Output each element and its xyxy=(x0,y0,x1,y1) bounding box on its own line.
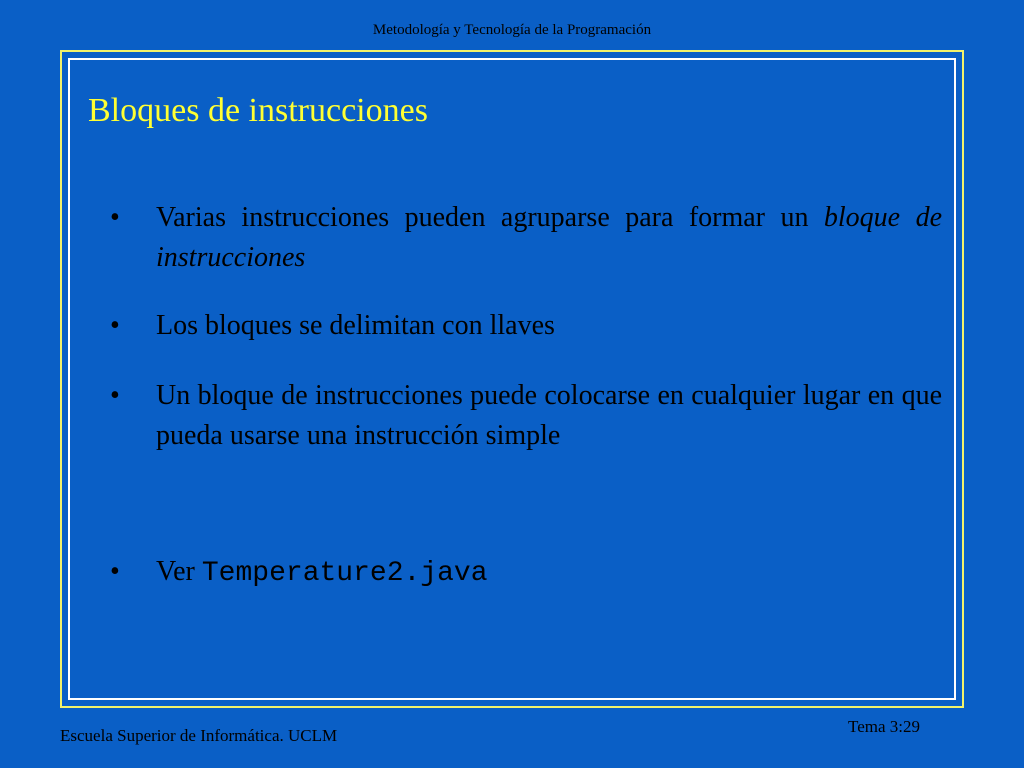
bullet-plain-text: Varias instrucciones pueden agruparse para formar un xyxy=(156,202,824,233)
course-title: Metodología y Tecnología de la Programación xyxy=(372,22,652,38)
footer-institution: Escuela Superior de Informática. UCLM xyxy=(60,726,338,745)
code-filename: Temperature2.java xyxy=(201,558,488,589)
bullet-text xyxy=(156,552,942,594)
slide-title: Bloques de instrucciones xyxy=(88,92,428,129)
bullet-text xyxy=(156,198,942,278)
bullet-text: Un bloque de instrucciones puede colocarse en cualquier lugar en que pueda usarse una instrucción simple xyxy=(156,380,942,451)
slide-number: Tema 3:29 xyxy=(848,717,920,736)
bullet-item-placement xyxy=(110,376,942,456)
bullet-text: Los bloques se delimitan con llaves xyxy=(156,310,555,341)
bullet-item-delimiters xyxy=(110,306,942,346)
bullet-item-see-file xyxy=(110,552,942,594)
bullet-list xyxy=(110,198,942,594)
bullet-marker: • xyxy=(110,556,120,587)
bullet-plain-text: Ver xyxy=(156,556,202,587)
bullet-marker: • xyxy=(110,380,120,411)
bullet-marker: • xyxy=(110,310,120,341)
bullet-emphasis-text: bloque de instrucciones xyxy=(156,202,942,273)
bullet-item-blocks-definition xyxy=(110,198,942,278)
bullet-marker: • xyxy=(110,202,120,233)
